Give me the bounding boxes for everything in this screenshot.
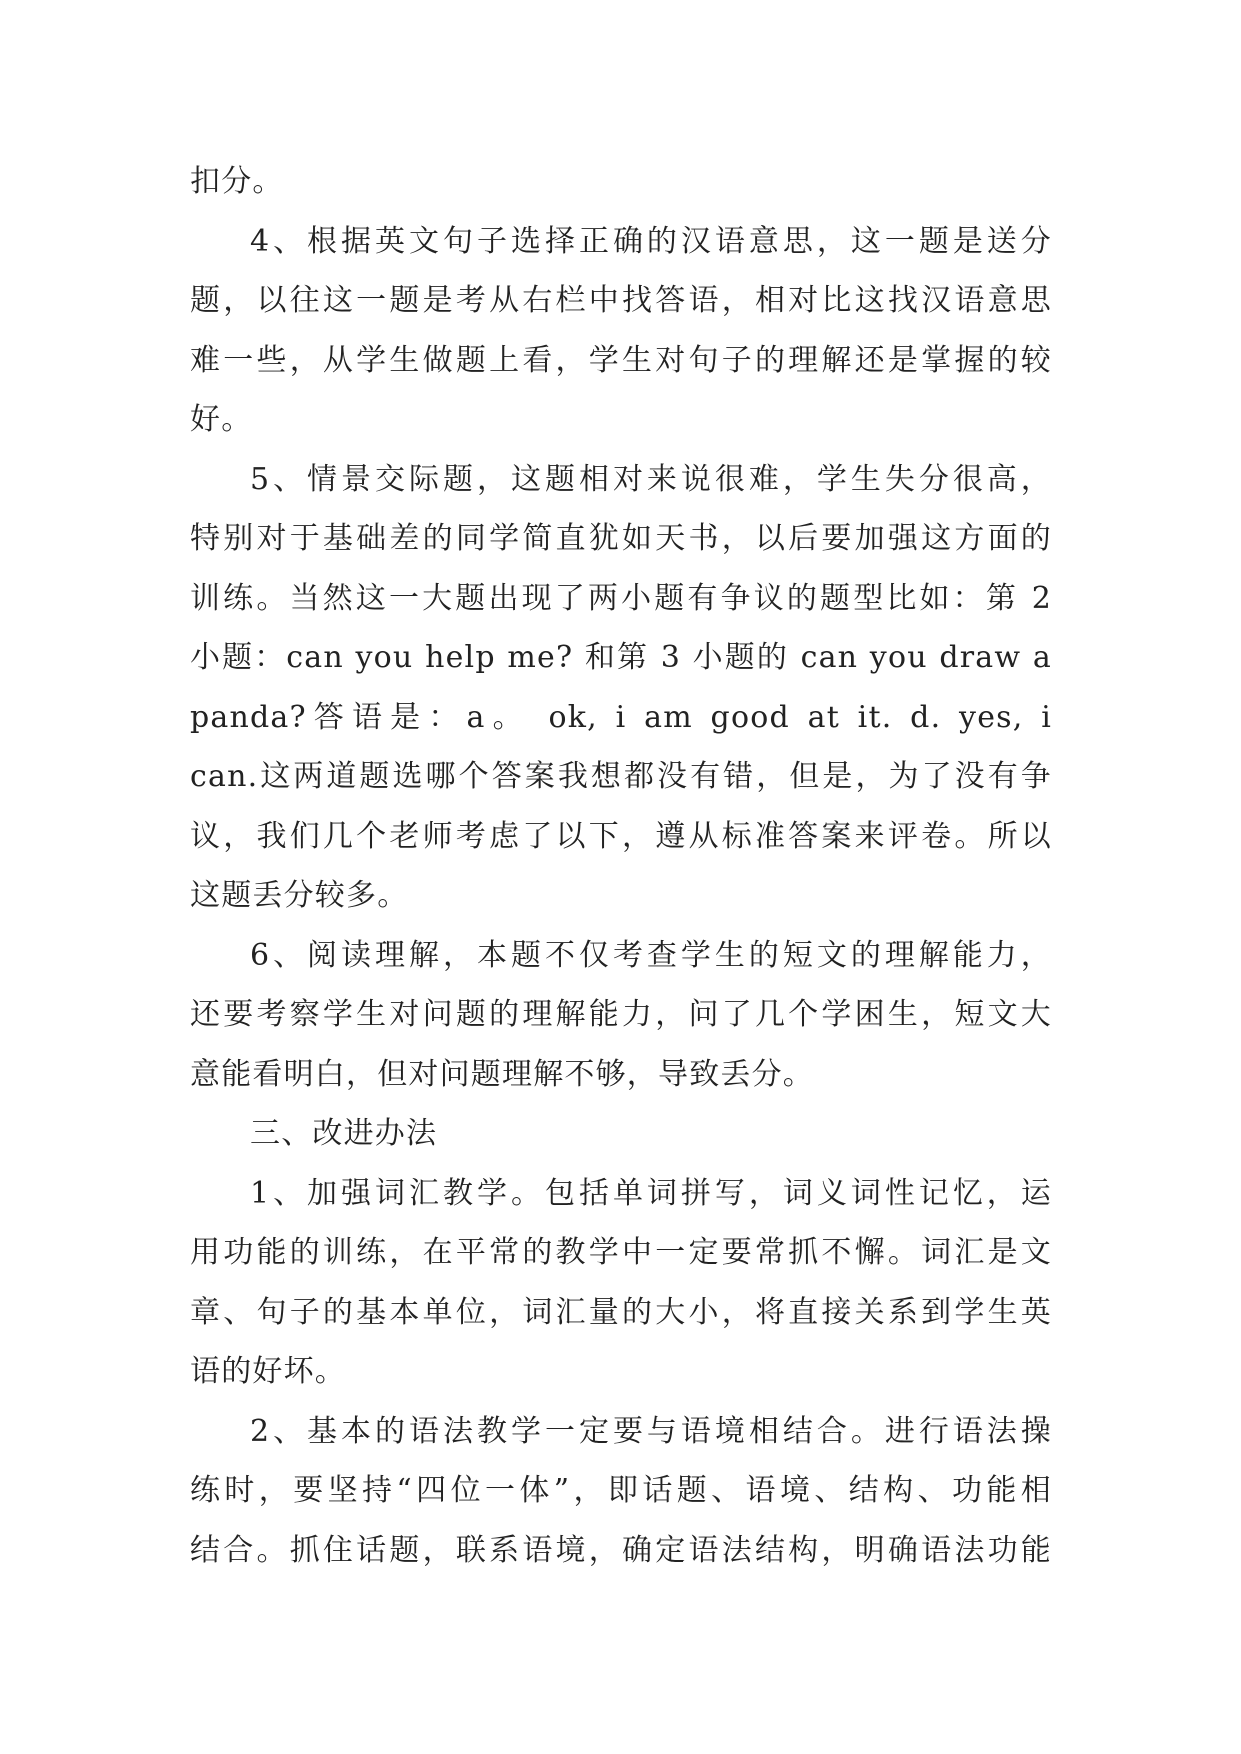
text-line: 特别对于基础差的同学简直犹如天书，以后要加强这方面的 xyxy=(190,521,1052,556)
text-line: 章、句子的基本单位，词汇量的大小，将直接关系到学生英 xyxy=(190,1294,1052,1330)
text-line: 小题：can you help me? 和第 3 小题的 can you draw a xyxy=(190,640,1052,675)
text-line: 练时，要坚持“四位一体”，即话题、语境、结构、功能相 xyxy=(190,1473,1052,1508)
text-line: 难一些，从学生做题上看，学生对句子的理解还是掌握的较 xyxy=(190,342,1052,378)
document-body xyxy=(190,152,1052,1580)
text-line: 用功能的训练，在平常的教学中一定要常抓不懈。词汇是文 xyxy=(190,1235,1052,1270)
text-line: panda?答语是：a。 ok, i am good at it. d. yes, i xyxy=(190,699,1052,735)
text-line: 扣分。 xyxy=(190,164,284,199)
text-line: 6、阅读理解，本题不仅考查学生的短文的理解能力， xyxy=(250,937,1052,973)
text-line: 题，以往这一题是考从右栏中找答语，相对比这找汉语意思 xyxy=(190,283,1052,318)
text-line: 还要考察学生对问题的理解能力，问了几个学困生，短文大 xyxy=(190,997,1052,1032)
text-line: 2、基本的语法教学一定要与语境相结合。进行语法操 xyxy=(250,1413,1052,1449)
section-heading: 三、改进办法 xyxy=(250,1116,438,1151)
text-line: 1、加强词汇教学。包括单词拼写，词义词性记忆，运 xyxy=(250,1175,1052,1211)
text-line: 语的好坏。 xyxy=(190,1354,346,1389)
text-line: 训练。当然这一大题出现了两小题有争议的题型比如：第 2 xyxy=(190,580,1052,616)
text-line: can.这两道题选哪个答案我想都没有错，但是，为了没有争 xyxy=(190,759,1052,794)
text-line: 这题丢分较多。 xyxy=(190,878,409,913)
text-line: 结合。抓住话题，联系语境，确定语法结构，明确语法功能 xyxy=(190,1532,1052,1568)
text-line: 意能看明白，但对问题理解不够，导致丢分。 xyxy=(190,1056,814,1092)
text-line: 好。 xyxy=(190,402,253,437)
text-line: 议，我们几个老师考虑了以下，遵从标准答案来评卷。所以 xyxy=(190,818,1052,854)
text-line: 5、情景交际题，这题相对来说很难，学生失分很高， xyxy=(250,461,1052,497)
text-line: 4、根据英文句子选择正确的汉语意思，这一题是送分 xyxy=(250,223,1052,259)
